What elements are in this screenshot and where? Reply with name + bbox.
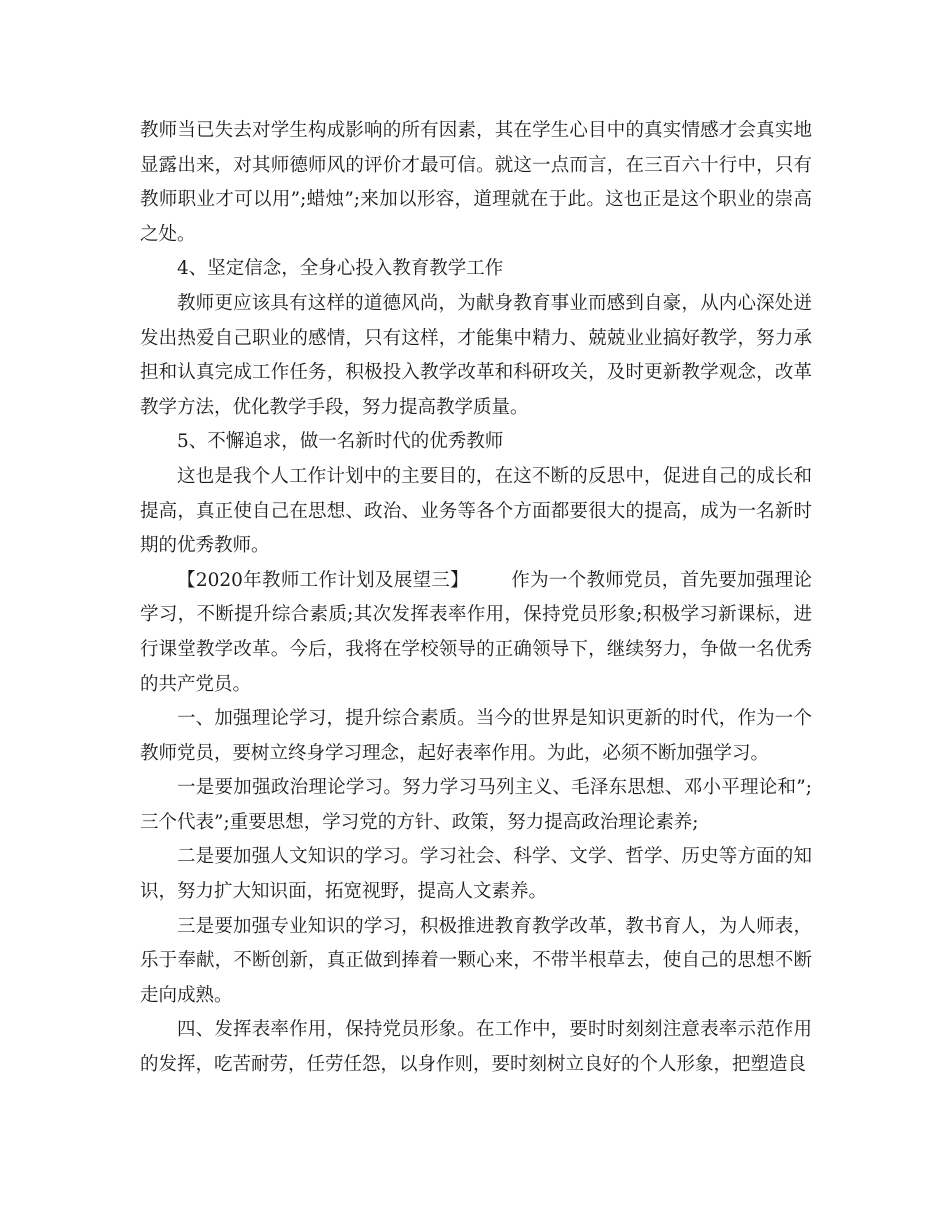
paragraph-8: 一是要加强政治理论学习。努力学习马列主义、毛泽东思想、邓小平理论和”;三个代表”;重要思想，学习党的方针、政策，努力提高政治理论素养; <box>140 777 812 833</box>
paragraph-9: 二是要加强人文知识的学习。学习社会、科学、文学、哲学、历史等方面的知识，努力扩大知识面，拓宽视野，提高人文素养。 <box>140 846 812 903</box>
paragraph-5: 这也是我个人工作计划中的主要目的，在这不断的反思中，促进自己的成长和提高，真正使自己在思想、政治、业务等各个方面都要很大的提高，成为一名新时期的优秀教师。 <box>140 465 812 557</box>
plan-title: 【2020年教师工作计划及展望三】 <box>177 569 469 591</box>
section-heading-4: 4、坚定信念，全身心投入教育教学工作 <box>177 258 504 280</box>
paragraph-3: 教师更应该具有这样的道德风尚，为献身教育事业而感到自豪，从内心深处迸发出热爱自己职业的感情，只有这样，才能集中精力、兢兢业业搞好教学，努力承担和认真完成工作任务，积极投入教学改革和科研攻关，及时更新教学观念，改革教学方法，优化教学手段，努力提高教学质量。 <box>140 292 812 418</box>
paragraph-10: 三是要加强专业知识的学习，积极推进教育教学改革，教书育人，为人师表，乐于奉献，不断创新，真正做到捧着一颗心来，不带半根草去，使自己的思想不断走向成熟。 <box>140 915 812 1006</box>
paragraph-6 <box>140 564 812 702</box>
paragraph-6-text: 作为一个教师党员，首先要加强理论学习，不断提升综合素质;其次发挥表率作用，保持党员形象;积极学习新课标，进行课堂教学改革。今后，我将在学校领导的正确领导下，继续努力，争做一名优秀的共产党员。 <box>140 569 812 695</box>
paragraph-1: 教师当已失去对学生构成影响的所有因素，其在学生心目中的真实情感才会真实地显露出来，对其师德师风的评价才最可信。就这一点而言，在三百六十行中，只有教师职业才可以用”;蜡烛”;来加以形容，道理就在于此。这也正是这个职业的崇高之处。 <box>140 120 812 245</box>
section-heading-5: 5、不懈追求，做一名新时代的优秀教师 <box>177 431 504 453</box>
paragraph-7: 一、加强理论学习，提升综合素质。当今的世界是知识更新的时代，作为一个教师党员，要树立终身学习理念，起好表率作用。为此，必须不断加强学习。 <box>140 708 812 764</box>
document-body <box>140 114 812 1083</box>
paragraph-11: 四、发挥表率作用，保持党员形象。在工作中，要时时刻刻注意表率示范作用的发挥，吃苦耐劳，任劳任怨，以身作则，要时刻树立良好的个人形象，把塑造良 <box>140 1019 812 1076</box>
